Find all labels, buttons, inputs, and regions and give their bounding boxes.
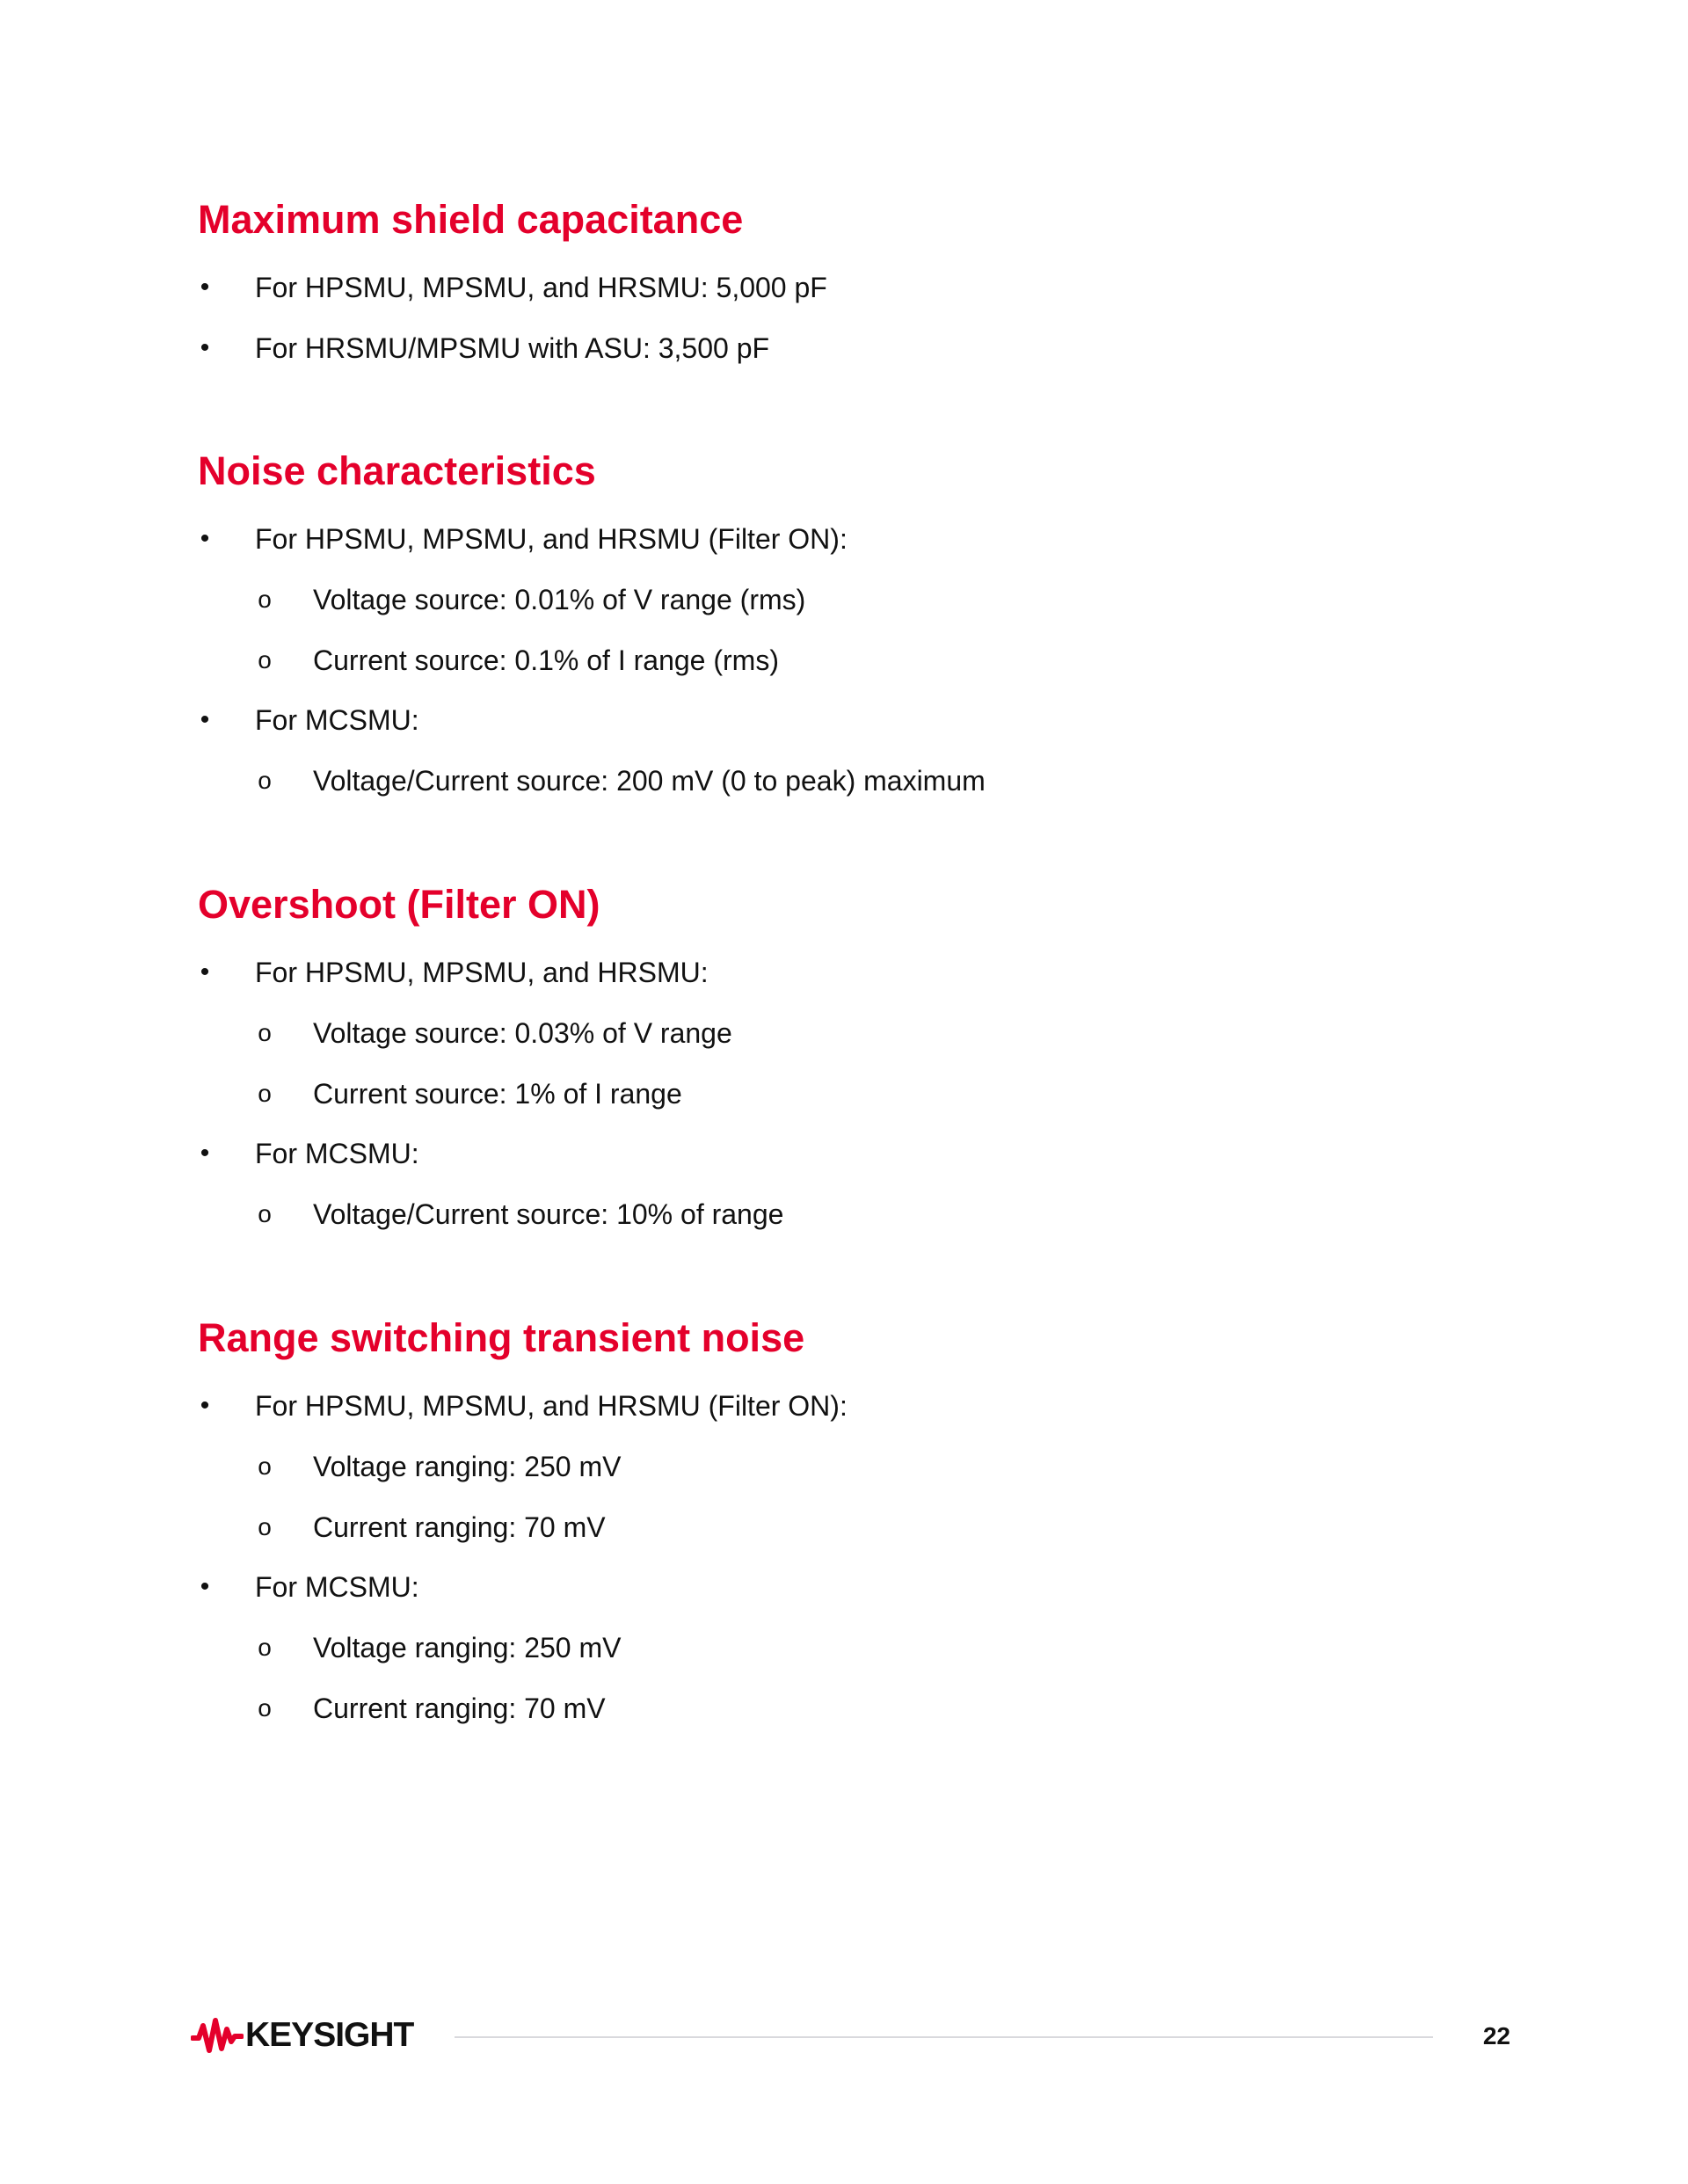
bullet-circle: o: [258, 1452, 272, 1480]
bullet-dot: •: [200, 1391, 210, 1420]
list-item-text: Voltage/Current source: 10% of range: [313, 1198, 784, 1230]
list-item-text: For MCSMU:: [255, 704, 419, 736]
list-item-text: Current ranging: 70 mV: [313, 1511, 606, 1543]
page-number: 22: [1482, 2022, 1510, 2049]
section-heading: Range switching transient noise: [198, 1315, 805, 1360]
logo-text: KEYSIGHT: [245, 2016, 414, 2054]
list-item-text: Current source: 0.1% of I range (rms): [313, 644, 779, 676]
bullet-circle: o: [258, 1200, 272, 1227]
section-heading: Overshoot (Filter ON): [198, 882, 600, 927]
bullet-dot: •: [200, 1572, 210, 1601]
list-item-text: Voltage/Current source: 200 mV (0 to peak) maximum: [313, 765, 986, 797]
section-heading: Maximum shield capacitance: [198, 197, 744, 242]
bullet-dot: •: [200, 333, 210, 362]
section-heading: Noise characteristics: [198, 448, 596, 493]
bullet-circle: o: [258, 1080, 272, 1107]
list-item-text: For HPSMU, MPSMU, and HRSMU:: [255, 957, 709, 988]
list-item-text: Voltage ranging: 250 mV: [313, 1451, 622, 1482]
footer-divider: [455, 2036, 1433, 2038]
list-item-text: Current source: 1% of I range: [313, 1078, 682, 1110]
list-item-text: For MCSMU:: [255, 1571, 419, 1603]
list-item-text: For HRSMU/MPSMU with ASU: 3,500 pF: [255, 332, 770, 364]
bullet-dot: •: [200, 705, 210, 734]
bullet-dot: •: [200, 957, 210, 986]
list-item-text: Voltage ranging: 250 mV: [313, 1632, 622, 1663]
bullet-circle: o: [258, 767, 272, 794]
list-item-text: Current ranging: 70 mV: [313, 1693, 606, 1724]
bullet-circle: o: [258, 646, 272, 673]
bullet-circle: o: [258, 1513, 272, 1540]
bullet-circle: o: [258, 586, 272, 613]
list-item-text: For HPSMU, MPSMU, and HRSMU: 5,000 pF: [255, 272, 827, 303]
keysight-wave-icon: [191, 2015, 244, 2056]
list-item-text: For MCSMU:: [255, 1138, 419, 1169]
bullet-circle: o: [258, 1019, 272, 1046]
list-item-text: For HPSMU, MPSMU, and HRSMU (Filter ON):: [255, 1390, 848, 1422]
list-item-text: For HPSMU, MPSMU, and HRSMU (Filter ON):: [255, 523, 848, 555]
page-footer: [0, 2005, 1688, 2066]
list-item-text: Voltage source: 0.03% of V range: [313, 1017, 732, 1049]
list-item-text: Voltage source: 0.01% of V range (rms): [313, 584, 806, 615]
bullet-dot: •: [200, 524, 210, 553]
bullet-dot: •: [200, 273, 210, 302]
bullet-circle: o: [258, 1634, 272, 1661]
keysight-logo: [191, 2015, 413, 2056]
bullet-dot: •: [200, 1139, 210, 1168]
bullet-circle: o: [258, 1694, 272, 1722]
